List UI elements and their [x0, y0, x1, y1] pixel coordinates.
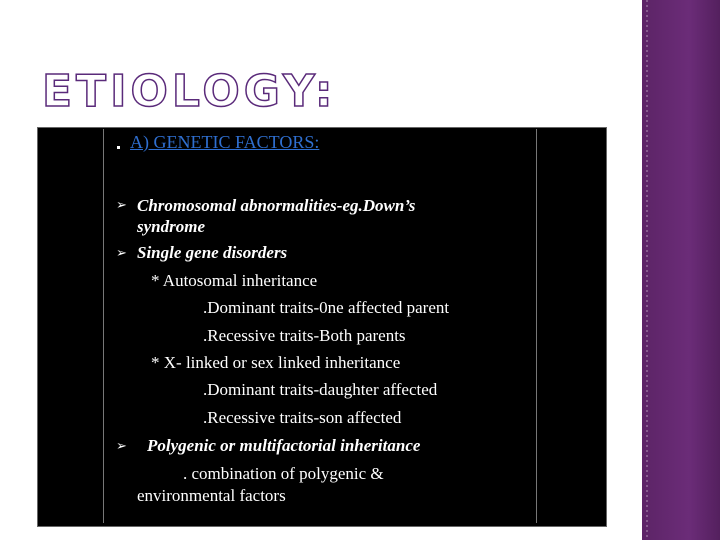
list-subitem-x-linked: * X- linked or sex linked inheritance: [151, 353, 401, 372]
list-item-chromosomal: Chromosomal abnormalities-eg.Down’s: [137, 196, 416, 215]
list-subitem-x-dominant: .Dominant traits-daughter affected: [203, 380, 438, 399]
list-item-chromosomal-cont: syndrome: [137, 217, 205, 236]
arrow-bullet-icon: ➢: [116, 198, 127, 213]
panel-right-column: [536, 129, 604, 523]
list-subitem-combination: . combination of polygenic &: [183, 464, 384, 483]
small-bullet-icon: [117, 146, 120, 149]
list-subitem-autosomal: * Autosomal inheritance: [151, 271, 318, 290]
list-subitem-dominant: .Dominant traits-0ne affected parent: [203, 298, 450, 317]
list-item-polygenic: Polygenic or multifactorial inheritance: [147, 436, 421, 455]
section-heading: A) GENETIC FACTORS:: [130, 132, 320, 152]
panel-left-column: [39, 129, 104, 523]
list-subitem-recessive: .Recessive traits-Both parents: [203, 326, 406, 345]
list-subitem-environmental: environmental factors: [137, 486, 286, 505]
list-subitem-x-recessive: .Recessive traits-son affected: [203, 408, 402, 427]
arrow-bullet-icon: ➢: [116, 439, 127, 454]
slide-title: ETIOLOGY:: [42, 66, 337, 117]
arrow-bullet-icon: ➢: [116, 246, 127, 261]
list-item-single-gene: Single gene disorders: [137, 243, 288, 262]
decorative-sidebar: [642, 0, 720, 540]
